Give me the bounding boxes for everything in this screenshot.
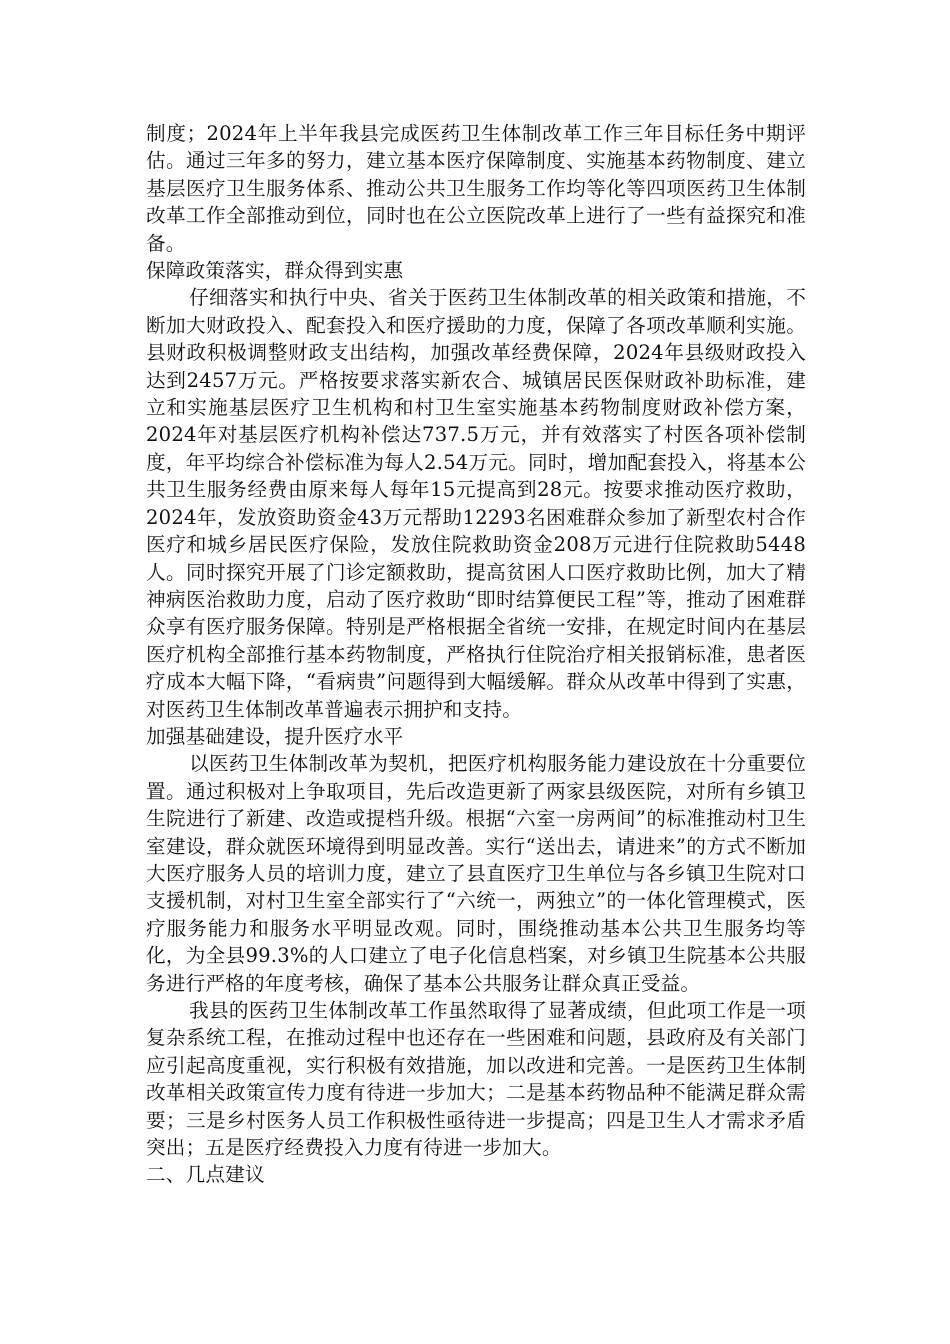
section-heading-policy: 保障政策落实，群众得到实惠 [146,259,404,283]
paragraph-infrastructure: 以医药卫生体制改革为契机，把医疗机构服务能力建设放在十分重要位置。通过积极对上争取项目，先后改造更新了两家县级医院，对所有乡镇卫生院进行了新建、改造或提档升级。根据“六室一房两间”的标准推动村卫生室建设，群众就医环境得到明显改善。实行“送出去，请进来”的方式不断加大医疗服务人员的培训力度，建立了县直医疗卫生单位与各乡镇卫生院对口支援机制，对村卫生室全部实行了“六统一，两独立”的一体化管理模式，医疗服务能力和服务水平明显改观。同时，围绕推动基本公共卫生服务均等化，为全县99.3%的人口建立了电子化信息档案，对乡镇卫生院基本公共服务进行严格的年度考核，确保了基本公共服务让群众真正受益。 [146,752,806,995]
paragraph-problems: 我县的医药卫生体制改革工作虽然取得了显著成绩，但此项工作是一项复杂系统工程，在推动过程中也还存在一些困难和问题，县政府及有关部门应引起高度重视，实行积极有效措施，加以改进和完善。一是医药卫生体制改革相关政策宣传力度有待进一步加大；二是基本药物品种不能满足群众需要；三是乡村医务人员工作积极性亟待进一步提高；四是卫生人才需求矛盾突出；五是医疗经费投入力度有待进一步加大。 [146,999,806,1160]
section-heading-infrastructure: 加强基础建设，提升医疗水平 [146,724,404,748]
document-body [146,120,806,1189]
section-heading-suggestions: 二、几点建议 [146,1163,265,1187]
paragraph-intro: 制度；2024年上半年我县完成医药卫生体制改革工作三年目标任务中期评估。通过三年多的努力，建立基本医疗保障制度、实施基本药物制度、建立基层医疗卫生服务体系、推动公共卫生服务工作均等化等四项医药卫生体制改革工作全部推动到位，同时也在公立医院改革上进行了一些有益探究和准备。 [146,122,806,255]
paragraph-policy: 仔细落实和执行中央、省关于医药卫生体制改革的相关政策和措施，不断加大财政投入、配套投入和医疗援助的力度，保障了各项改革顺利实施。县财政积极调整财政支出结构，加强改革经费保障，2024年县级财政投入达到2457万元。严格按要求落实新农合、城镇居民医保财政补助标准，建立和实施基层医疗卫生机构和村卫生室实施基本药物制度财政补偿方案，2024年对基层医疗机构补偿达737.5万元，并有效落实了村医各项补偿制度，年平均综合补偿标准为每人2.54万元。同时，增加配套投入，将基本公共卫生服务经费由原来每人每年15元提高到28元。按要求推动医疗救助，2024年，发放资助资金43万元帮助12293名困难群众参加了新型农村合作医疗和城乡居民医疗保险，发放住院救助资金208万元进行住院救助5448人。同时探究开展了门诊定额救助，提高贫困人口医疗救助比例，加大了精神病医治救助力度，启动了医疗救助“即时结算便民工程”等，推动了困难群众享有医疗服务保障。特别是严格根据全省统一安排，在规定时间内在基层医疗机构全部推行基本药物制度，严格执行住院治疗相关报销标准，患者医疗成本大幅下降，“看病贵”问题得到大幅缓解。群众从改革中得到了实惠，对医药卫生体制改革普遍表示拥护和支持。 [146,286,806,721]
